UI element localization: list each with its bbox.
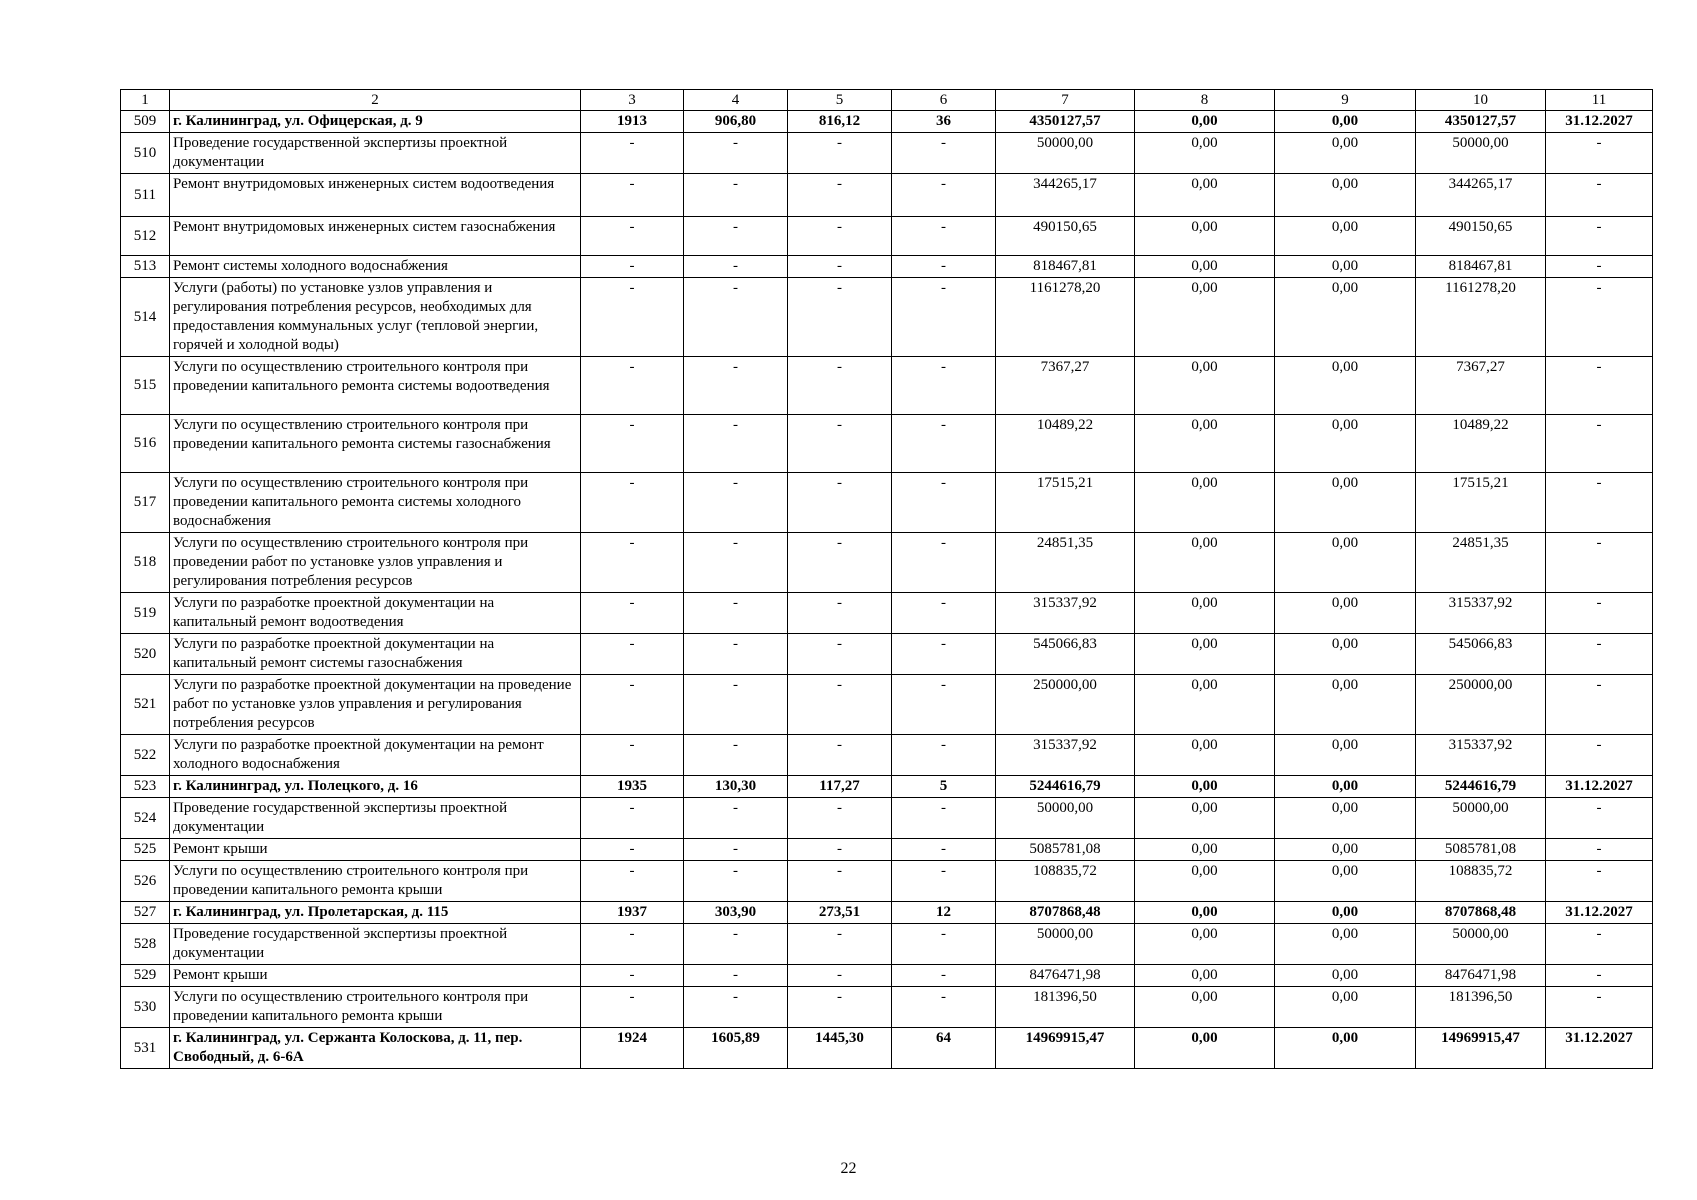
value-cell-col3: - xyxy=(581,415,684,473)
value-cell-col10: 24851,35 xyxy=(1416,533,1546,593)
value-cell-col7: 4350127,57 xyxy=(996,111,1135,133)
value-cell-col9: 0,00 xyxy=(1275,256,1416,278)
value-cell-col5: - xyxy=(788,415,892,473)
value-cell-col10: 14969915,47 xyxy=(1416,1028,1546,1069)
value-cell-col10: 315337,92 xyxy=(1416,593,1546,634)
value-cell-col4: - xyxy=(684,256,788,278)
header-cell: 3 xyxy=(581,90,684,111)
row-number: 525 xyxy=(121,839,170,861)
value-cell-col7: 50000,00 xyxy=(996,798,1135,839)
value-cell-col6: - xyxy=(892,735,996,776)
value-cell-col7: 7367,27 xyxy=(996,357,1135,415)
value-cell-col11: - xyxy=(1546,924,1653,965)
value-cell-col7: 344265,17 xyxy=(996,174,1135,217)
value-cell-col9: 0,00 xyxy=(1275,533,1416,593)
value-cell-col6: - xyxy=(892,256,996,278)
row-number: 511 xyxy=(121,174,170,217)
value-cell-col9: 0,00 xyxy=(1275,1028,1416,1069)
value-cell-col11: - xyxy=(1546,533,1653,593)
value-cell-col4: - xyxy=(684,839,788,861)
table-row xyxy=(121,357,1653,415)
value-cell-col8: 0,00 xyxy=(1135,924,1275,965)
table-row xyxy=(121,924,1653,965)
value-cell-col11: - xyxy=(1546,473,1653,533)
table-body xyxy=(121,90,1653,1069)
value-cell-col10: 490150,65 xyxy=(1416,217,1546,256)
value-cell-col3: - xyxy=(581,634,684,675)
header-cell: 7 xyxy=(996,90,1135,111)
value-cell-col6: - xyxy=(892,593,996,634)
value-cell-col7: 315337,92 xyxy=(996,593,1135,634)
value-cell-col9: 0,00 xyxy=(1275,473,1416,533)
work-description: Услуги по разработке проектной документации на капитальный ремонт системы газоснабжения xyxy=(170,634,581,675)
value-cell-col10: 50000,00 xyxy=(1416,798,1546,839)
header-cell: 8 xyxy=(1135,90,1275,111)
table-row xyxy=(121,217,1653,256)
value-cell-col4: - xyxy=(684,593,788,634)
row-number: 527 xyxy=(121,902,170,924)
value-cell-col3: 1937 xyxy=(581,902,684,924)
table-row xyxy=(121,133,1653,174)
value-cell-col6: - xyxy=(892,798,996,839)
value-cell-col5: - xyxy=(788,634,892,675)
value-cell-col6: 36 xyxy=(892,111,996,133)
value-cell-col4: - xyxy=(684,987,788,1028)
value-cell-col11: - xyxy=(1546,278,1653,357)
value-cell-col6: - xyxy=(892,533,996,593)
value-cell-col5: - xyxy=(788,861,892,902)
value-cell-col8: 0,00 xyxy=(1135,111,1275,133)
work-description: Услуги (работы) по установке узлов управления и регулирования потребления ресурсов, необходимых для предоставления коммунальных услуг (тепловой энергии, горячей и холодной воды) xyxy=(170,278,581,357)
value-cell-col10: 50000,00 xyxy=(1416,924,1546,965)
header-cell: 10 xyxy=(1416,90,1546,111)
value-cell-col8: 0,00 xyxy=(1135,533,1275,593)
value-cell-col6: - xyxy=(892,278,996,357)
work-description: Услуги по осуществлению строительного контроля при проведении капитального ремонта крыши xyxy=(170,861,581,902)
value-cell-col11: - xyxy=(1546,634,1653,675)
table-row xyxy=(121,902,1653,924)
row-number: 513 xyxy=(121,256,170,278)
work-description: Ремонт крыши xyxy=(170,839,581,861)
row-number: 529 xyxy=(121,965,170,987)
value-cell-col7: 818467,81 xyxy=(996,256,1135,278)
value-cell-col7: 545066,83 xyxy=(996,634,1135,675)
value-cell-col3: - xyxy=(581,357,684,415)
header-row xyxy=(121,90,1653,111)
address-cell: г. Калининград, ул. Сержанта Колоскова, д. 11, пер. Свободный, д. 6-6А xyxy=(170,1028,581,1069)
row-number: 519 xyxy=(121,593,170,634)
value-cell-col11: - xyxy=(1546,593,1653,634)
value-cell-col5: 1445,30 xyxy=(788,1028,892,1069)
value-cell-col3: - xyxy=(581,256,684,278)
value-cell-col7: 5085781,08 xyxy=(996,839,1135,861)
table-row xyxy=(121,798,1653,839)
value-cell-col10: 5244616,79 xyxy=(1416,776,1546,798)
value-cell-col3: - xyxy=(581,217,684,256)
value-cell-col3: - xyxy=(581,675,684,735)
value-cell-col7: 315337,92 xyxy=(996,735,1135,776)
value-cell-col10: 17515,21 xyxy=(1416,473,1546,533)
table-row xyxy=(121,839,1653,861)
row-number: 514 xyxy=(121,278,170,357)
value-cell-col9: 0,00 xyxy=(1275,965,1416,987)
value-cell-col6: - xyxy=(892,174,996,217)
value-cell-col6: - xyxy=(892,217,996,256)
value-cell-col4: - xyxy=(684,533,788,593)
work-description: Проведение государственной экспертизы проектной документации xyxy=(170,924,581,965)
value-cell-col4: - xyxy=(684,965,788,987)
value-cell-col5: - xyxy=(788,675,892,735)
value-cell-col5: - xyxy=(788,924,892,965)
header-cell: 1 xyxy=(121,90,170,111)
value-cell-col6: - xyxy=(892,861,996,902)
header-cell: 5 xyxy=(788,90,892,111)
value-cell-col7: 108835,72 xyxy=(996,861,1135,902)
row-number: 521 xyxy=(121,675,170,735)
value-cell-col4: 1605,89 xyxy=(684,1028,788,1069)
value-cell-col10: 818467,81 xyxy=(1416,256,1546,278)
value-cell-col9: 0,00 xyxy=(1275,415,1416,473)
value-cell-col3: - xyxy=(581,133,684,174)
value-cell-col4: - xyxy=(684,357,788,415)
value-cell-col8: 0,00 xyxy=(1135,278,1275,357)
header-cell: 11 xyxy=(1546,90,1653,111)
value-cell-col3: - xyxy=(581,735,684,776)
value-cell-col10: 181396,50 xyxy=(1416,987,1546,1028)
work-description: Проведение государственной экспертизы проектной документации xyxy=(170,133,581,174)
value-cell-col3: 1913 xyxy=(581,111,684,133)
value-cell-col3: - xyxy=(581,839,684,861)
address-cell: г. Калининград, ул. Полецкого, д. 16 xyxy=(170,776,581,798)
value-cell-col9: 0,00 xyxy=(1275,902,1416,924)
value-cell-col4: - xyxy=(684,133,788,174)
work-description: Ремонт внутридомовых инженерных систем водоотведения xyxy=(170,174,581,217)
value-cell-col5: 117,27 xyxy=(788,776,892,798)
value-cell-col8: 0,00 xyxy=(1135,473,1275,533)
value-cell-col4: - xyxy=(684,924,788,965)
value-cell-col11: - xyxy=(1546,133,1653,174)
table-row xyxy=(121,415,1653,473)
value-cell-col10: 250000,00 xyxy=(1416,675,1546,735)
value-cell-col9: 0,00 xyxy=(1275,798,1416,839)
value-cell-col5: 273,51 xyxy=(788,902,892,924)
value-cell-col7: 250000,00 xyxy=(996,675,1135,735)
table-row xyxy=(121,776,1653,798)
header-cell: 6 xyxy=(892,90,996,111)
value-cell-col10: 5085781,08 xyxy=(1416,839,1546,861)
value-cell-col3: - xyxy=(581,278,684,357)
value-cell-col6: - xyxy=(892,415,996,473)
value-cell-col3: - xyxy=(581,533,684,593)
row-number: 518 xyxy=(121,533,170,593)
value-cell-col3: - xyxy=(581,593,684,634)
value-cell-col9: 0,00 xyxy=(1275,593,1416,634)
value-cell-col4: - xyxy=(684,174,788,217)
value-cell-col11: - xyxy=(1546,217,1653,256)
value-cell-col10: 7367,27 xyxy=(1416,357,1546,415)
address-cell: г. Калининград, ул. Офицерская, д. 9 xyxy=(170,111,581,133)
work-description: Услуги по осуществлению строительного контроля при проведении капитального ремонта крыши xyxy=(170,987,581,1028)
value-cell-col5: 816,12 xyxy=(788,111,892,133)
value-cell-col11: - xyxy=(1546,256,1653,278)
work-description: Ремонт внутридомовых инженерных систем газоснабжения xyxy=(170,217,581,256)
value-cell-col11: - xyxy=(1546,839,1653,861)
value-cell-col7: 17515,21 xyxy=(996,473,1135,533)
value-cell-col6: - xyxy=(892,987,996,1028)
table-row xyxy=(121,735,1653,776)
value-cell-col10: 10489,22 xyxy=(1416,415,1546,473)
table-row xyxy=(121,111,1653,133)
value-cell-col9: 0,00 xyxy=(1275,357,1416,415)
value-cell-col11: 31.12.2027 xyxy=(1546,776,1653,798)
value-cell-col9: 0,00 xyxy=(1275,634,1416,675)
row-number: 520 xyxy=(121,634,170,675)
value-cell-col5: - xyxy=(788,965,892,987)
value-cell-col10: 8476471,98 xyxy=(1416,965,1546,987)
value-cell-col5: - xyxy=(788,256,892,278)
table-row xyxy=(121,675,1653,735)
value-cell-col8: 0,00 xyxy=(1135,839,1275,861)
value-cell-col7: 8476471,98 xyxy=(996,965,1135,987)
value-cell-col8: 0,00 xyxy=(1135,1028,1275,1069)
work-description: Услуги по разработке проектной документации на ремонт холодного водоснабжения xyxy=(170,735,581,776)
value-cell-col6: 12 xyxy=(892,902,996,924)
value-cell-col7: 50000,00 xyxy=(996,924,1135,965)
value-cell-col10: 50000,00 xyxy=(1416,133,1546,174)
value-cell-col9: 0,00 xyxy=(1275,174,1416,217)
value-cell-col11: - xyxy=(1546,861,1653,902)
value-cell-col5: - xyxy=(788,473,892,533)
value-cell-col6: - xyxy=(892,133,996,174)
value-cell-col4: - xyxy=(684,634,788,675)
value-cell-col5: - xyxy=(788,174,892,217)
value-cell-col6: - xyxy=(892,839,996,861)
value-cell-col5: - xyxy=(788,987,892,1028)
value-cell-col11: - xyxy=(1546,675,1653,735)
table-row xyxy=(121,593,1653,634)
row-number: 512 xyxy=(121,217,170,256)
header-cell: 2 xyxy=(170,90,581,111)
value-cell-col7: 14969915,47 xyxy=(996,1028,1135,1069)
value-cell-col8: 0,00 xyxy=(1135,675,1275,735)
value-cell-col7: 5244616,79 xyxy=(996,776,1135,798)
value-cell-col5: - xyxy=(788,278,892,357)
value-cell-col8: 0,00 xyxy=(1135,776,1275,798)
value-cell-col8: 0,00 xyxy=(1135,217,1275,256)
value-cell-col3: - xyxy=(581,987,684,1028)
value-cell-col8: 0,00 xyxy=(1135,861,1275,902)
value-cell-col3: - xyxy=(581,798,684,839)
value-cell-col11: 31.12.2027 xyxy=(1546,1028,1653,1069)
table-row xyxy=(121,987,1653,1028)
value-cell-col6: 64 xyxy=(892,1028,996,1069)
table-row xyxy=(121,174,1653,217)
value-cell-col8: 0,00 xyxy=(1135,902,1275,924)
value-cell-col8: 0,00 xyxy=(1135,415,1275,473)
work-description: Услуги по разработке проектной документации на капитальный ремонт водоотведения xyxy=(170,593,581,634)
row-number: 531 xyxy=(121,1028,170,1069)
header-cell: 9 xyxy=(1275,90,1416,111)
value-cell-col10: 108835,72 xyxy=(1416,861,1546,902)
row-number: 510 xyxy=(121,133,170,174)
document-table xyxy=(120,89,1653,1069)
row-number: 516 xyxy=(121,415,170,473)
value-cell-col8: 0,00 xyxy=(1135,634,1275,675)
value-cell-col9: 0,00 xyxy=(1275,839,1416,861)
page-number: 22 xyxy=(840,1160,857,1177)
value-cell-col3: 1935 xyxy=(581,776,684,798)
value-cell-col11: 31.12.2027 xyxy=(1546,902,1653,924)
value-cell-col11: - xyxy=(1546,735,1653,776)
value-cell-col10: 545066,83 xyxy=(1416,634,1546,675)
value-cell-col4: - xyxy=(684,735,788,776)
value-cell-col7: 1161278,20 xyxy=(996,278,1135,357)
work-description: Услуги по осуществлению строительного контроля при проведении капитального ремонта системы газоснабжения xyxy=(170,415,581,473)
value-cell-col8: 0,00 xyxy=(1135,965,1275,987)
header-cell: 4 xyxy=(684,90,788,111)
row-number: 509 xyxy=(121,111,170,133)
value-cell-col4: 906,80 xyxy=(684,111,788,133)
value-cell-col6: - xyxy=(892,965,996,987)
value-cell-col10: 315337,92 xyxy=(1416,735,1546,776)
value-cell-col8: 0,00 xyxy=(1135,174,1275,217)
table-row xyxy=(121,473,1653,533)
value-cell-col11: - xyxy=(1546,798,1653,839)
value-cell-col9: 0,00 xyxy=(1275,776,1416,798)
value-cell-col3: - xyxy=(581,924,684,965)
value-cell-col8: 0,00 xyxy=(1135,357,1275,415)
work-description: Ремонт крыши xyxy=(170,965,581,987)
address-cell: г. Калининград, ул. Пролетарская, д. 115 xyxy=(170,902,581,924)
value-cell-col11: - xyxy=(1546,965,1653,987)
value-cell-col3: - xyxy=(581,965,684,987)
value-cell-col5: - xyxy=(788,593,892,634)
value-cell-col9: 0,00 xyxy=(1275,133,1416,174)
work-description: Ремонт системы холодного водоснабжения xyxy=(170,256,581,278)
value-cell-col3: - xyxy=(581,861,684,902)
table-row xyxy=(121,634,1653,675)
value-cell-col7: 50000,00 xyxy=(996,133,1135,174)
value-cell-col4: - xyxy=(684,217,788,256)
value-cell-col5: - xyxy=(788,735,892,776)
value-cell-col11: - xyxy=(1546,987,1653,1028)
value-cell-col6: - xyxy=(892,357,996,415)
value-cell-col3: 1924 xyxy=(581,1028,684,1069)
value-cell-col8: 0,00 xyxy=(1135,256,1275,278)
value-cell-col4: - xyxy=(684,415,788,473)
row-number: 524 xyxy=(121,798,170,839)
row-number: 528 xyxy=(121,924,170,965)
row-number: 517 xyxy=(121,473,170,533)
value-cell-col11: - xyxy=(1546,357,1653,415)
value-cell-col9: 0,00 xyxy=(1275,735,1416,776)
value-cell-col4: 130,30 xyxy=(684,776,788,798)
value-cell-col7: 8707868,48 xyxy=(996,902,1135,924)
value-cell-col6: - xyxy=(892,924,996,965)
work-description: Услуги по осуществлению строительного контроля при проведении капитального ремонта системы холодного водоснабжения xyxy=(170,473,581,533)
value-cell-col7: 10489,22 xyxy=(996,415,1135,473)
value-cell-col5: - xyxy=(788,798,892,839)
value-cell-col11: - xyxy=(1546,174,1653,217)
table-row xyxy=(121,533,1653,593)
value-cell-col4: 303,90 xyxy=(684,902,788,924)
row-number: 526 xyxy=(121,861,170,902)
value-cell-col4: - xyxy=(684,861,788,902)
row-number: 523 xyxy=(121,776,170,798)
value-cell-col7: 24851,35 xyxy=(996,533,1135,593)
value-cell-col3: - xyxy=(581,473,684,533)
value-cell-col3: - xyxy=(581,174,684,217)
work-description: Услуги по осуществлению строительного контроля при проведении работ по установке узлов управления и регулирования потребления ресурсов xyxy=(170,533,581,593)
value-cell-col9: 0,00 xyxy=(1275,278,1416,357)
value-cell-col4: - xyxy=(684,675,788,735)
table-row xyxy=(121,256,1653,278)
value-cell-col9: 0,00 xyxy=(1275,675,1416,735)
value-cell-col7: 181396,50 xyxy=(996,987,1135,1028)
value-cell-col6: 5 xyxy=(892,776,996,798)
value-cell-col8: 0,00 xyxy=(1135,735,1275,776)
work-description: Проведение государственной экспертизы проектной документации xyxy=(170,798,581,839)
value-cell-col10: 8707868,48 xyxy=(1416,902,1546,924)
value-cell-col5: - xyxy=(788,839,892,861)
value-cell-col5: - xyxy=(788,357,892,415)
row-number: 530 xyxy=(121,987,170,1028)
value-cell-col10: 344265,17 xyxy=(1416,174,1546,217)
table-row xyxy=(121,278,1653,357)
value-cell-col5: - xyxy=(788,533,892,593)
value-cell-col4: - xyxy=(684,473,788,533)
value-cell-col9: 0,00 xyxy=(1275,924,1416,965)
value-cell-col8: 0,00 xyxy=(1135,133,1275,174)
value-cell-col8: 0,00 xyxy=(1135,593,1275,634)
value-cell-col6: - xyxy=(892,675,996,735)
value-cell-col11: - xyxy=(1546,415,1653,473)
value-cell-col4: - xyxy=(684,278,788,357)
value-cell-col5: - xyxy=(788,217,892,256)
value-cell-col9: 0,00 xyxy=(1275,217,1416,256)
value-cell-col4: - xyxy=(684,798,788,839)
value-cell-col10: 4350127,57 xyxy=(1416,111,1546,133)
value-cell-col10: 1161278,20 xyxy=(1416,278,1546,357)
value-cell-col9: 0,00 xyxy=(1275,111,1416,133)
value-cell-col8: 0,00 xyxy=(1135,987,1275,1028)
row-number: 522 xyxy=(121,735,170,776)
value-cell-col11: 31.12.2027 xyxy=(1546,111,1653,133)
value-cell-col5: - xyxy=(788,133,892,174)
value-cell-col8: 0,00 xyxy=(1135,798,1275,839)
table-row xyxy=(121,1028,1653,1069)
row-number: 515 xyxy=(121,357,170,415)
work-description: Услуги по разработке проектной документации на проведение работ по установке узлов управления и регулирования потребления ресурсов xyxy=(170,675,581,735)
work-description: Услуги по осуществлению строительного контроля при проведении капитального ремонта системы водоотведения xyxy=(170,357,581,415)
table-row xyxy=(121,861,1653,902)
value-cell-col9: 0,00 xyxy=(1275,987,1416,1028)
value-cell-col9: 0,00 xyxy=(1275,861,1416,902)
value-cell-col7: 490150,65 xyxy=(996,217,1135,256)
table-row xyxy=(121,965,1653,987)
value-cell-col6: - xyxy=(892,634,996,675)
value-cell-col6: - xyxy=(892,473,996,533)
